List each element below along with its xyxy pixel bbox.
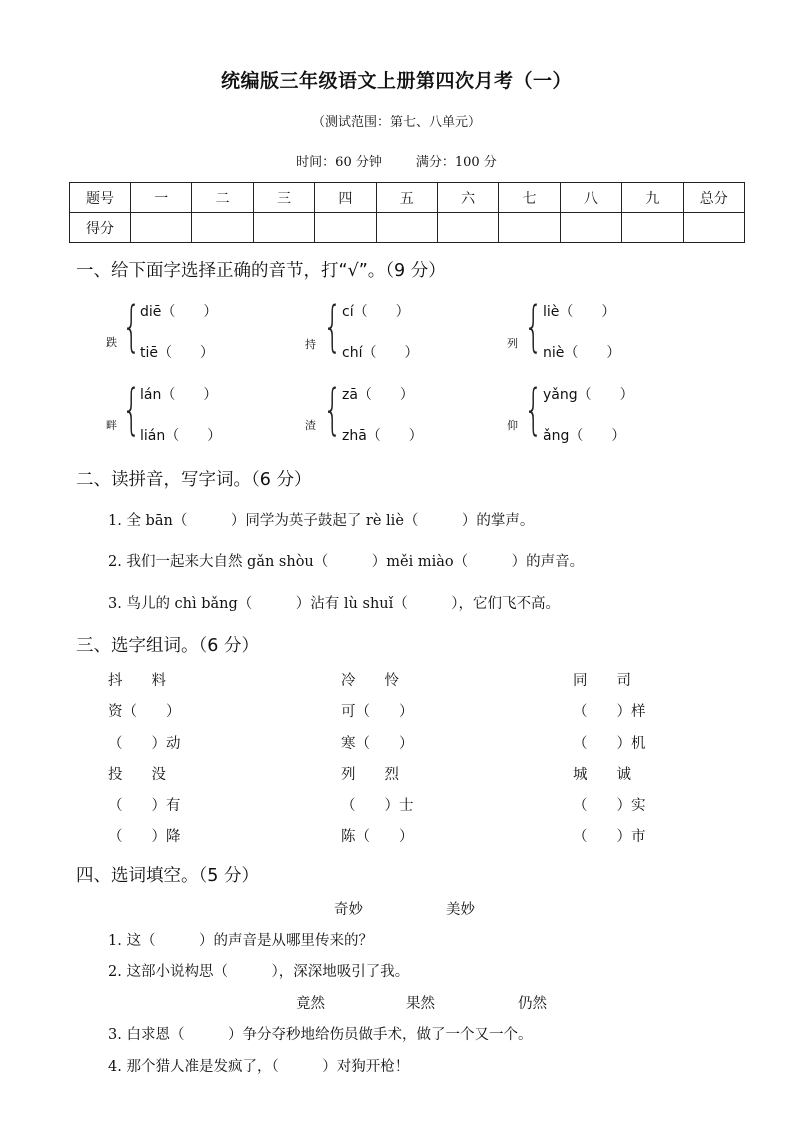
score-cell[interactable]: [499, 213, 560, 243]
word-blank[interactable]: （ ）市: [573, 829, 646, 845]
pinyin-option[interactable]: diē（ ）: [140, 304, 218, 320]
word-blank[interactable]: （ ）降: [108, 829, 181, 845]
brace-icon: {: [524, 378, 543, 441]
section-3-heading: 三、选字组词。（6 分）: [76, 636, 259, 656]
score-cell[interactable]: [131, 213, 192, 243]
target-char: 渣: [305, 419, 316, 432]
header-cell: 八: [560, 183, 621, 213]
pinyin-option[interactable]: ǎng（ ）: [543, 428, 626, 444]
word-choice: 竟然: [296, 996, 325, 1012]
target-char: 持: [305, 338, 316, 351]
question-line: 3. 鸟儿的 chì bǎng（ ）沾有 lù shuǐ（ ），它们飞不高。: [108, 596, 561, 612]
word-blank[interactable]: 寒（ ）: [341, 736, 414, 752]
header-cell: 二: [192, 183, 253, 213]
section-4-heading: 四、选词填空。（5 分）: [76, 866, 259, 886]
pinyin-option[interactable]: zā（ ）: [342, 387, 414, 403]
question-line: 1. 这（ ）的声音是从哪里传来的？: [108, 933, 373, 949]
target-char: 跌: [106, 336, 117, 349]
word-pair: 列 烈: [341, 767, 399, 783]
header-cell: 七: [499, 183, 560, 213]
score-cell[interactable]: [560, 213, 621, 243]
word-choice: 美妙: [446, 902, 475, 918]
word-blank[interactable]: 资（ ）: [108, 704, 181, 720]
score-cell[interactable]: [192, 213, 253, 243]
question-line: 1. 全 bān（ ）同学为英子鼓起了 rè liè（ ）的掌声。: [108, 513, 535, 529]
question-line: 2. 我们一起来大自然 gǎn shòu（ ）měi miào（ ）的声音。: [108, 554, 585, 570]
header-cell: 题号: [70, 183, 131, 213]
header-cell: 一: [131, 183, 192, 213]
pinyin-option[interactable]: lán（ ）: [140, 387, 218, 403]
target-char: 列: [507, 337, 518, 350]
word-blank[interactable]: （ ）实: [573, 798, 646, 814]
section-1-heading: 一、给下面字选择正确的音节，打“√”。（9 分）: [76, 261, 446, 281]
brace-icon: {: [122, 378, 141, 441]
score-cell[interactable]: [315, 213, 376, 243]
score-table-score-row: [70, 213, 745, 243]
exam-time: 时间：60 分钟: [296, 155, 382, 170]
word-blank[interactable]: （ ）士: [341, 798, 414, 814]
pinyin-option[interactable]: yǎng（ ）: [543, 387, 634, 403]
section-2-heading: 二、读拼音，写字词。（6 分）: [76, 470, 312, 490]
question-line: 3. 白求恩（ ）争分夺秒地给伤员做手术，做了一个又一个。: [108, 1027, 533, 1043]
pinyin-option[interactable]: zhā（ ）: [342, 428, 423, 444]
word-blank[interactable]: 陈（ ）: [341, 829, 414, 845]
time-score-line: [0, 151, 793, 170]
header-cell: 六: [437, 183, 498, 213]
word-choice: 奇妙: [334, 902, 363, 918]
score-cell[interactable]: [622, 213, 683, 243]
word-blank[interactable]: 可（ ）: [341, 704, 414, 720]
word-pair: 同 司: [573, 673, 631, 689]
question-line: 2. 这部小说构思（ ），深深地吸引了我。: [108, 964, 410, 980]
score-cell[interactable]: [253, 213, 314, 243]
header-cell: 四: [315, 183, 376, 213]
word-choice: 仍然: [518, 996, 547, 1012]
word-pair: 冷 怜: [341, 673, 399, 689]
brace-icon: {: [524, 295, 543, 358]
word-blank[interactable]: （ ）有: [108, 798, 181, 814]
score-table: [69, 182, 745, 243]
full-score: 满分：100 分: [415, 155, 497, 170]
pinyin-option[interactable]: cí（ ）: [342, 304, 410, 320]
header-cell: 九: [622, 183, 683, 213]
brace-icon: {: [122, 295, 141, 358]
word-blank[interactable]: （ ）机: [573, 736, 646, 752]
pinyin-option[interactable]: lián（ ）: [140, 428, 222, 444]
score-cell[interactable]: [437, 213, 498, 243]
test-scope: （测试范围：第七、八单元）: [311, 115, 481, 130]
score-cell[interactable]: [683, 213, 744, 243]
target-char: 畔: [106, 419, 117, 432]
brace-icon: {: [323, 295, 342, 358]
score-table-header-row: [70, 183, 745, 213]
pinyin-option[interactable]: chí（ ）: [342, 345, 419, 361]
pinyin-option[interactable]: tiē（ ）: [140, 345, 214, 361]
page-title: 统编版三年级语文上册第四次月考（一）: [220, 70, 572, 92]
word-pair: 抖 料: [108, 673, 166, 689]
pinyin-option[interactable]: liè（ ）: [543, 304, 616, 320]
pinyin-option[interactable]: niè（ ）: [543, 345, 621, 361]
question-line: 4. 那个猎人准是发疯了，（ ）对狗开枪！: [108, 1059, 410, 1075]
score-cell[interactable]: [376, 213, 437, 243]
word-blank[interactable]: （ ）样: [573, 704, 646, 720]
header-cell: 五: [376, 183, 437, 213]
brace-icon: {: [323, 378, 342, 441]
word-choice: 果然: [406, 996, 435, 1012]
header-cell: 总分: [683, 183, 744, 213]
header-cell: 三: [253, 183, 314, 213]
target-char: 仰: [507, 419, 518, 432]
row-label: 得分: [70, 213, 131, 243]
word-blank[interactable]: （ ）动: [108, 736, 181, 752]
word-pair: 城 诚: [573, 767, 631, 783]
word-pair: 投 没: [108, 767, 166, 783]
